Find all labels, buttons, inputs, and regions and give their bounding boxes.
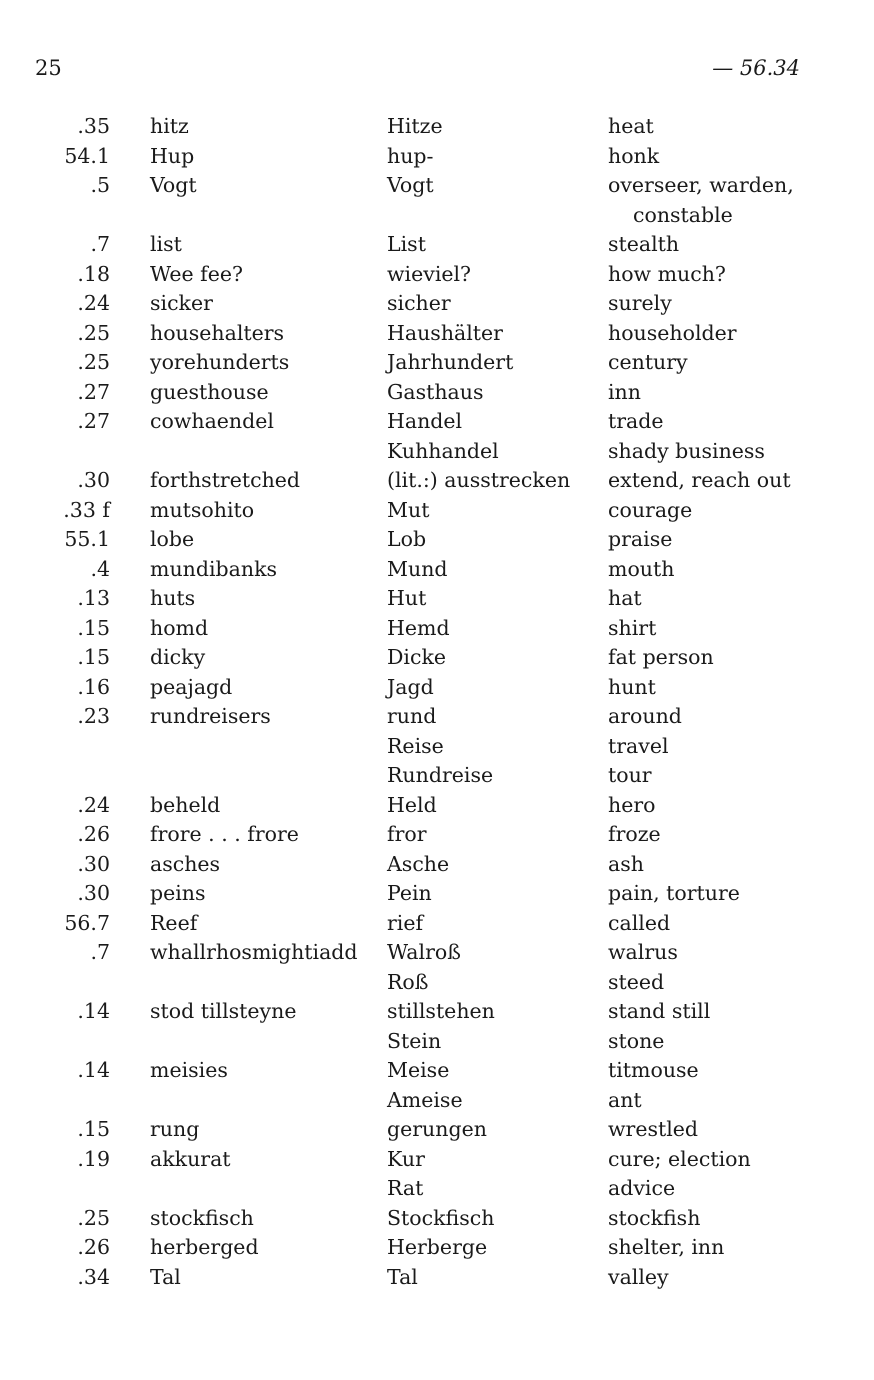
english-gloss: shirt xyxy=(608,615,657,640)
english-gloss: stand still xyxy=(608,999,711,1023)
wake-word: stod tillsteyne xyxy=(150,999,297,1023)
english-gloss: travel xyxy=(608,733,669,758)
wake-word: Reef xyxy=(150,910,198,935)
line-reference: 54.1 xyxy=(64,143,110,168)
glossary-row xyxy=(0,407,874,437)
glossary-row xyxy=(0,466,874,496)
german-source: Mut xyxy=(387,497,430,522)
english-gloss-line: overseer, warden, xyxy=(608,173,794,197)
wake-word: mutsohito xyxy=(150,497,255,522)
english-gloss: surely xyxy=(608,291,672,315)
line-reference: .15 xyxy=(77,645,110,669)
glossary-row xyxy=(0,1056,874,1086)
english-gloss: hunt xyxy=(608,674,656,699)
glossary-row xyxy=(0,1174,874,1204)
english-gloss: mouth xyxy=(608,556,675,581)
line-reference: .25 xyxy=(77,1205,110,1230)
english-gloss: wrestled xyxy=(608,1117,699,1141)
line-reference: .15 xyxy=(77,615,110,640)
german-source: Tal xyxy=(387,1264,418,1289)
german-source: Handel xyxy=(387,409,463,433)
wake-word: beheld xyxy=(150,792,221,817)
glossary-row xyxy=(0,142,874,172)
english-gloss: shelter, inn xyxy=(608,1235,725,1259)
glossary-row xyxy=(0,230,874,260)
line-reference: .24 xyxy=(77,792,110,817)
german-source: sicher xyxy=(387,291,451,315)
line-reference: .34 xyxy=(77,1264,110,1289)
line-reference: 55.1 xyxy=(64,527,110,551)
glossary-row xyxy=(0,112,874,142)
line-reference: .13 xyxy=(77,586,110,610)
wake-word: peins xyxy=(150,881,206,905)
glossary-row xyxy=(0,319,874,349)
german-source: Walroß xyxy=(387,940,461,964)
german-source: Roß xyxy=(387,969,429,994)
german-source: (lit.:) ausstrecken xyxy=(387,468,571,492)
english-gloss: steed xyxy=(608,969,665,994)
english-gloss: fat person xyxy=(608,645,714,669)
glossary-row xyxy=(0,289,874,319)
german-source: hup- xyxy=(387,143,434,168)
wake-word: akkurat xyxy=(150,1146,231,1171)
german-source: Ameise xyxy=(387,1087,463,1112)
english-gloss: tour xyxy=(608,763,652,787)
line-reference: .14 xyxy=(77,1058,110,1082)
line-reference: .26 xyxy=(77,822,110,846)
english-gloss: stealth xyxy=(608,232,680,256)
glossary-row xyxy=(0,761,874,791)
glossary-row xyxy=(0,555,874,585)
running-head: — 56.34 xyxy=(712,56,800,80)
line-reference: .25 xyxy=(77,320,110,345)
line-reference: .25 xyxy=(77,350,110,374)
wake-word: herberged xyxy=(150,1235,259,1259)
english-gloss: honk xyxy=(608,143,660,168)
glossary-row xyxy=(0,997,874,1027)
wake-word: rundreisers xyxy=(150,704,271,728)
glossary-row xyxy=(0,614,874,644)
glossary-row xyxy=(0,820,874,850)
english-gloss: stockfish xyxy=(608,1205,701,1230)
english-gloss: trade xyxy=(608,409,664,433)
wake-word: homd xyxy=(150,615,209,640)
german-source: Rat xyxy=(387,1176,424,1200)
english-gloss: ash xyxy=(608,851,644,876)
glossary-row xyxy=(0,378,874,408)
wake-word: Tal xyxy=(150,1264,181,1289)
glossary-row xyxy=(0,968,874,998)
german-source: Held xyxy=(387,792,437,817)
glossary-row xyxy=(0,496,874,526)
line-reference: .7 xyxy=(90,232,110,256)
glossary-row xyxy=(0,525,874,555)
line-reference: .27 xyxy=(77,379,110,404)
line-reference: .4 xyxy=(90,556,110,581)
german-source: Kuhhandel xyxy=(387,438,499,463)
english-gloss: advice xyxy=(608,1176,676,1200)
german-source: Vogt xyxy=(387,173,434,197)
english-gloss: around xyxy=(608,704,682,728)
wake-word: whallrhosmightiadd xyxy=(150,940,358,964)
glossary-row xyxy=(0,584,874,614)
german-source: Stein xyxy=(387,1028,442,1053)
glossary-row xyxy=(0,171,874,230)
wake-word: dicky xyxy=(150,645,206,669)
glossary-row xyxy=(0,791,874,821)
german-source: rief xyxy=(387,910,424,935)
german-source: Reise xyxy=(387,733,444,758)
german-source: Mund xyxy=(387,556,448,581)
glossary-row xyxy=(0,437,874,467)
german-source: Meise xyxy=(387,1058,450,1082)
english-gloss: valley xyxy=(608,1264,669,1289)
english-gloss: pain, torture xyxy=(608,881,740,905)
english-gloss: cure; election xyxy=(608,1146,751,1171)
glossary-row xyxy=(0,909,874,939)
line-reference: .18 xyxy=(77,261,110,286)
german-source: fror xyxy=(387,822,427,846)
english-gloss: hero xyxy=(608,792,656,817)
english-gloss: titmouse xyxy=(608,1058,699,1082)
wake-word: rung xyxy=(150,1117,200,1141)
glossary-row xyxy=(0,1263,874,1293)
glossary-row xyxy=(0,1115,874,1145)
german-source: Jagd xyxy=(387,674,434,699)
page-number: 25 xyxy=(35,56,62,80)
german-source: Hitze xyxy=(387,114,443,138)
line-reference: .30 xyxy=(77,468,110,492)
line-reference: .5 xyxy=(90,173,110,197)
english-gloss: hat xyxy=(608,586,642,610)
german-source: Jahrhundert xyxy=(387,350,514,374)
glossary-row xyxy=(0,673,874,703)
wake-word: Vogt xyxy=(150,173,197,197)
english-gloss: inn xyxy=(608,379,641,404)
german-source: gerungen xyxy=(387,1117,487,1141)
wake-word: asches xyxy=(150,851,221,876)
line-reference: 56.7 xyxy=(64,910,110,935)
glossary-row xyxy=(0,1086,874,1116)
wake-word: huts xyxy=(150,586,196,610)
wake-word: peajagd xyxy=(150,674,233,699)
glossary-table xyxy=(0,112,874,1292)
english-gloss: how much? xyxy=(608,261,726,286)
glossary-row xyxy=(0,348,874,378)
german-source: Kur xyxy=(387,1146,425,1171)
wake-word: yorehunderts xyxy=(150,350,290,374)
line-reference: .27 xyxy=(77,409,110,433)
glossary-row xyxy=(0,1145,874,1175)
glossary-row xyxy=(0,938,874,968)
wake-word: househalters xyxy=(150,320,285,345)
german-source: Pein xyxy=(387,881,432,905)
wake-word: list xyxy=(150,232,182,256)
glossary-row xyxy=(0,1204,874,1234)
german-source: Hut xyxy=(387,586,427,610)
glossary-row xyxy=(0,260,874,290)
line-reference: .19 xyxy=(77,1146,110,1171)
line-reference: .33 f xyxy=(63,497,110,522)
english-gloss: century xyxy=(608,350,688,374)
english-gloss: heat xyxy=(608,114,654,138)
german-source: rund xyxy=(387,704,437,728)
glossary-row xyxy=(0,732,874,762)
german-source: Lob xyxy=(387,527,427,551)
german-source: Herberge xyxy=(387,1235,488,1259)
line-reference: .7 xyxy=(90,940,110,964)
wake-word: hitz xyxy=(150,114,189,138)
wake-word: Hup xyxy=(150,143,195,168)
line-reference: .30 xyxy=(77,851,110,876)
line-reference: .15 xyxy=(77,1117,110,1141)
glossary-row xyxy=(0,702,874,732)
wake-word: lobe xyxy=(150,527,195,551)
wake-word: stockfisch xyxy=(150,1205,254,1230)
english-gloss: praise xyxy=(608,527,673,551)
english-gloss: stone xyxy=(608,1028,665,1053)
wake-word: mundibanks xyxy=(150,556,278,581)
english-gloss: ant xyxy=(608,1087,642,1112)
line-reference: .24 xyxy=(77,291,110,315)
german-source: Rundreise xyxy=(387,763,494,787)
wake-word: sicker xyxy=(150,291,213,315)
line-reference: .30 xyxy=(77,881,110,905)
line-reference: .23 xyxy=(77,704,110,728)
german-source: Asche xyxy=(387,851,450,876)
english-gloss: shady business xyxy=(608,438,765,463)
wake-word: guesthouse xyxy=(150,379,269,404)
german-source: Haushälter xyxy=(387,320,503,345)
line-reference: .14 xyxy=(77,999,110,1023)
line-reference: .26 xyxy=(77,1235,110,1259)
glossary-row xyxy=(0,643,874,673)
wake-word: meisies xyxy=(150,1058,228,1082)
wake-word: Wee fee? xyxy=(150,261,244,286)
german-source: Stockfisch xyxy=(387,1205,495,1230)
english-gloss: householder xyxy=(608,320,737,345)
english-gloss: walrus xyxy=(608,940,678,964)
english-gloss: extend, reach out xyxy=(608,468,791,492)
glossary-row xyxy=(0,1027,874,1057)
german-source: wieviel? xyxy=(387,261,472,286)
german-source: List xyxy=(387,232,426,256)
wake-word: frore . . . frore xyxy=(150,822,299,846)
german-source: stillstehen xyxy=(387,999,495,1023)
line-reference: .35 xyxy=(77,114,110,138)
glossary-row xyxy=(0,1233,874,1263)
german-source: Dicke xyxy=(387,645,447,669)
wake-word: forthstretched xyxy=(150,468,301,492)
english-gloss: courage xyxy=(608,497,693,522)
german-source: Gasthaus xyxy=(387,379,484,404)
glossary-row xyxy=(0,850,874,880)
glossary-row xyxy=(0,879,874,909)
english-gloss xyxy=(608,171,808,230)
wake-word: cowhaendel xyxy=(150,409,274,433)
line-reference: .16 xyxy=(77,674,110,699)
english-gloss: called xyxy=(608,910,671,935)
german-source: Hemd xyxy=(387,615,450,640)
english-gloss: froze xyxy=(608,822,661,846)
english-gloss-continuation: constable xyxy=(633,202,733,227)
